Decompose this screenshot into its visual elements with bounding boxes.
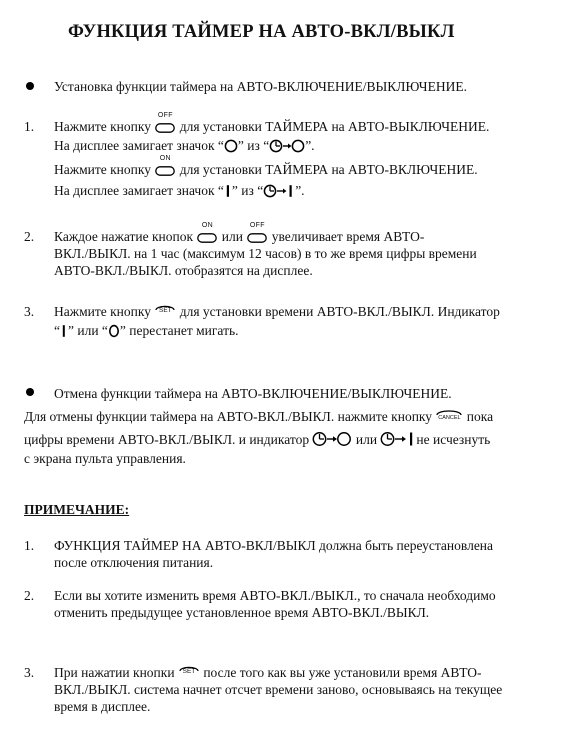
on-bar-icon [224, 184, 232, 198]
on-button-icon: ON [155, 164, 175, 176]
instruction-line: Для отмены функции таймера на АВТО-ВКЛ./ВЫКЛ. нажмите кнопку CANCEL пока [24, 409, 494, 424]
item-number: 2. [24, 588, 35, 603]
instruction-line: цифры времени АВТО-ВКЛ./ВЫКЛ. и индикатор или не исчезнуть [24, 432, 491, 447]
note-line: время в дисплее. [54, 699, 151, 714]
instruction-line: с экрана пульта управления. [24, 451, 186, 466]
timer-off-icon [312, 431, 352, 447]
timer-on-icon [380, 431, 416, 447]
item-number: 3. [24, 304, 35, 319]
instruction-line: “ ” или “ ” перестанет мигать. [54, 323, 239, 338]
instruction-line: На дисплее замигает значок “ ” из “ ”. [54, 183, 305, 198]
off-circle-icon [224, 139, 238, 153]
instruction-line: ВКЛ./ВЫКЛ. на 1 час (максимум 12 часов) в то же время цифры времени [54, 246, 477, 261]
note-line: При нажатии кнопки SET после того как вы уже установили время АВТО- [54, 665, 482, 680]
instruction-line: Каждое нажатие кнопок ON или OFF увеличивает время АВТО- [54, 222, 425, 244]
instruction-line: Нажмите кнопку OFF для установки ТАЙМЕРА на АВТО-ВЫКЛЮЧЕНИЕ. [54, 112, 490, 134]
note-line: Если вы хотите изменить время АВТО-ВКЛ./ВЫКЛ., то сначала необходимо [54, 588, 496, 603]
item-number: 2. [24, 229, 35, 244]
bullet-dot [26, 388, 34, 396]
page-title: ФУНКЦИЯ ТАЙМЕР НА АВТО-ВКЛ/ВЫКЛ [68, 22, 455, 42]
note-line: ВКЛ./ВЫКЛ. система начнет отсчет времени заново, основываясь на текущее [54, 682, 503, 697]
cancel-button-icon: CANCEL [436, 409, 462, 423]
note-line: ФУНКЦИЯ ТАЙМЕР НА АВТО-ВКЛ/ВЫКЛ должна быть переустановлена [54, 538, 494, 553]
off-button-icon: OFF [247, 231, 267, 243]
section1-heading: Установка функции таймера на АВТО-ВКЛЮЧЕНИЕ/ВЫКЛЮЧЕНИЕ. [54, 79, 467, 94]
set-button-icon: SET [155, 305, 175, 318]
off-circle-icon [108, 324, 120, 338]
set-button-icon: SET [179, 666, 199, 679]
instruction-line: На дисплее замигает значок “ ” из “ ”. [54, 138, 315, 153]
instruction-line: Нажмите кнопку ON для установки ТАЙМЕРА на АВТО-ВКЛЮЧЕНИЕ. [54, 155, 478, 177]
note-line: после отключения питания. [54, 555, 214, 570]
off-button-icon: OFF [155, 121, 175, 133]
timer-off-icon [269, 139, 305, 153]
on-button-icon: ON [197, 231, 217, 243]
item-number: 1. [24, 119, 35, 134]
instruction-line: АВТО-ВКЛ./ВЫКЛ. отобразятся на дисплее. [54, 263, 313, 278]
on-bar-icon [60, 324, 68, 338]
section2-heading: Отмена функции таймера на АВТО-ВКЛЮЧЕНИЕ/ВЫКЛЮЧЕНИЕ. [54, 386, 452, 401]
bullet-dot [26, 82, 34, 90]
note-heading: ПРИМЕЧАНИЕ: [24, 502, 130, 517]
item-number: 1. [24, 538, 35, 553]
timer-on-icon [263, 184, 295, 198]
note-line: отменить предыдущее установленное время АВТО-ВКЛ./ВЫКЛ. [54, 605, 430, 620]
instruction-line: Нажмите кнопку SET для установки времени АВТО-ВКЛ./ВЫКЛ. Индикатор [54, 304, 500, 319]
item-number: 3. [24, 665, 35, 680]
